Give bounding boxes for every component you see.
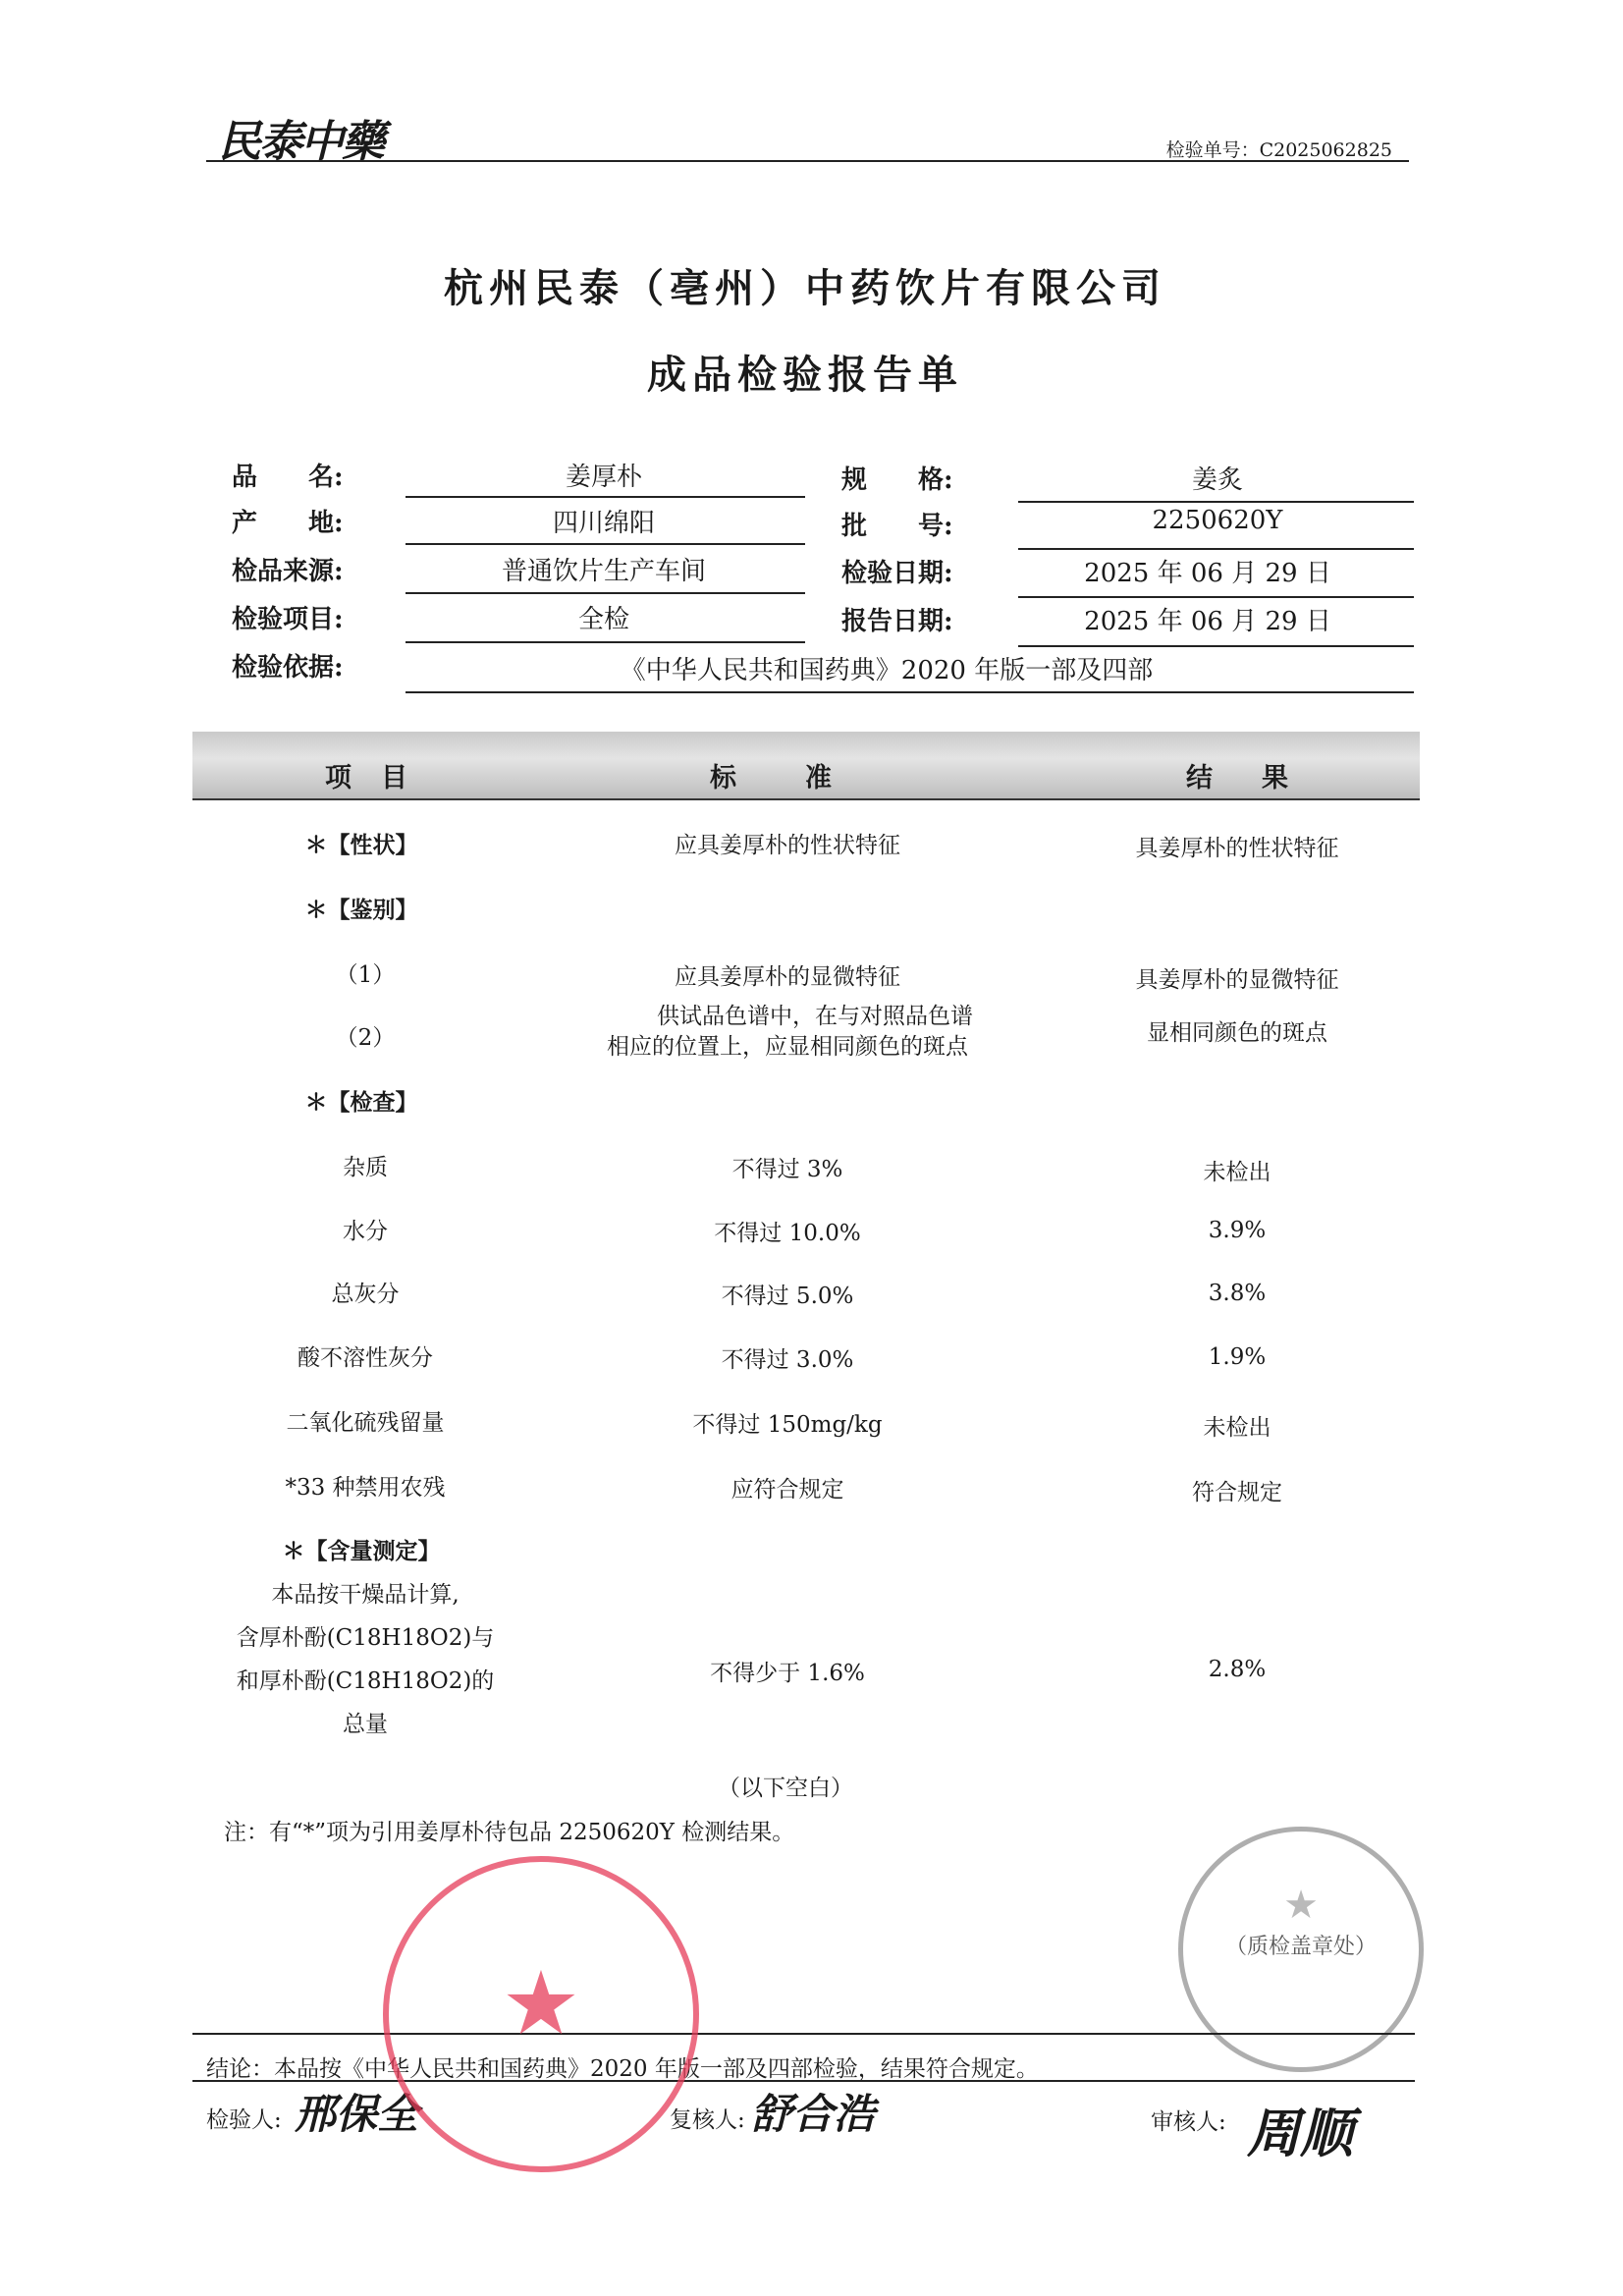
- row-result: 具姜厚朴的性状特征: [1135, 836, 1339, 861]
- blank-below-note: （以下空白）: [718, 1776, 853, 1801]
- row-item: 二氧化硫残留量: [286, 1410, 445, 1436]
- doc-number: [1166, 136, 1392, 162]
- approver-signature: 周顺: [1247, 2102, 1353, 2164]
- underline: [406, 592, 805, 594]
- reviewer-signature: 舒合浩: [751, 2090, 876, 2138]
- row-result: 符合规定: [1192, 1480, 1282, 1505]
- row-result: 显相同颜色的斑点: [1147, 1020, 1327, 1046]
- underline: [1018, 548, 1414, 550]
- star-icon: ★: [501, 1952, 581, 2055]
- underline: [406, 691, 1414, 693]
- origin-value: 四川绵阳: [552, 509, 656, 538]
- report-title: 成品检验报告单: [647, 352, 963, 398]
- test-date-label: 检验日期:: [841, 559, 953, 588]
- row-item: 总灰分: [331, 1282, 400, 1307]
- row-result: 具姜厚朴的显微特征: [1135, 967, 1339, 993]
- row-item: ＊【鉴别】: [304, 897, 418, 923]
- report-date-value: 2025 年 06 月 29 日: [1084, 607, 1331, 636]
- row-result: 未检出: [1203, 1415, 1271, 1441]
- row-item: ＊【检查】: [304, 1089, 418, 1116]
- row-item: ＊【含量测定】: [282, 1538, 441, 1564]
- doc-number-value: C2025062825: [1259, 139, 1392, 161]
- row-standard: 供试品色谱中，在与对照品色谱: [657, 1004, 973, 1029]
- row-item: 杂质: [343, 1155, 388, 1180]
- row-standard: 不得过 10.0%: [714, 1221, 861, 1246]
- row-result: 3.8%: [1208, 1281, 1267, 1306]
- header-divider: [206, 160, 1409, 162]
- quality-stamp-red: [383, 1856, 699, 2172]
- star-icon: ★: [1283, 1883, 1319, 1928]
- assay-line: 本品按干燥品计算,: [271, 1582, 460, 1608]
- inspector-signature: 邢保全: [295, 2090, 419, 2138]
- row-item: （2）: [335, 1025, 396, 1051]
- test-date-value: 2025 年 06 月 29 日: [1084, 559, 1331, 588]
- origin-label: 产 地:: [232, 509, 344, 538]
- underline: [1018, 501, 1414, 503]
- row-item: *33 种禁用农残: [285, 1475, 446, 1501]
- doc-number-label: 检验单号：: [1165, 139, 1260, 161]
- source-value: 普通饮片生产车间: [501, 557, 707, 586]
- row-item: ＊【性状】: [304, 832, 418, 858]
- spec-label: 规 格:: [841, 465, 953, 495]
- name-label: 品 名:: [232, 463, 344, 492]
- conclusion: 结论：本品按《中华人民共和国药典》2020 年版一部及四部检验，结果符合规定。: [206, 2056, 1039, 2082]
- row-result: 3.9%: [1208, 1218, 1267, 1243]
- header-item: 项目: [325, 763, 437, 793]
- reviewer-label: 复核人:: [670, 2107, 745, 2133]
- item-label: 检验项目:: [232, 605, 344, 634]
- underline: [406, 543, 805, 545]
- name-value: 姜厚朴: [565, 463, 643, 492]
- underline: [1018, 645, 1414, 647]
- batch-label: 批 号:: [841, 512, 953, 541]
- batch-value: 2250620Y: [1152, 506, 1283, 535]
- inspector-label: 检验人:: [206, 2107, 282, 2133]
- underline: [406, 641, 805, 643]
- header-result: 结果: [1186, 763, 1337, 793]
- row-standard: 不得过 3.0%: [721, 1347, 854, 1373]
- row-result: 1.9%: [1208, 1344, 1267, 1370]
- stamp-placeholder-text: （质检盖章处）: [1224, 1935, 1378, 1959]
- assay-line: 和厚朴酚(C18H18O2)的: [236, 1668, 495, 1694]
- item-value: 全检: [577, 605, 630, 634]
- company-title: 杭州民泰（亳州）中药饮片有限公司: [444, 265, 1166, 311]
- assay-line: 含厚朴酚(C18H18O2)与: [236, 1625, 495, 1651]
- row-item: 酸不溶性灰分: [298, 1345, 433, 1371]
- company-logo: 民泰中藥: [218, 117, 383, 167]
- row-standard: 应符合规定: [730, 1477, 844, 1503]
- header-standard: 标准: [710, 763, 900, 793]
- row-standard: 不得过 3%: [731, 1157, 843, 1182]
- basis-label: 检验依据:: [232, 653, 344, 683]
- approver-label: 审核人:: [1151, 2109, 1226, 2135]
- source-label: 检品来源:: [232, 557, 344, 586]
- spec-value: 姜炙: [1191, 465, 1244, 495]
- inspection-stamp-gray: [1178, 1827, 1424, 2072]
- row-standard-line2: 相应的位置上，应显相同颜色的斑点: [607, 1034, 968, 1060]
- report-date-label: 报告日期:: [841, 607, 953, 636]
- assay-result: 2.8%: [1208, 1657, 1267, 1682]
- row-result: 未检出: [1203, 1160, 1271, 1185]
- assay-line: 总量: [343, 1712, 388, 1737]
- conclusion-top-line: [192, 2033, 1415, 2035]
- row-standard: 不得过 150mg/kg: [692, 1412, 883, 1438]
- row-standard: 应具姜厚朴的性状特征: [675, 833, 900, 858]
- footnote: 注：有“*”项为引用姜厚朴待包品 2250620Y 检测结果。: [224, 1820, 795, 1845]
- assay-standard: 不得少于 1.6%: [710, 1661, 865, 1686]
- underline: [1018, 596, 1414, 598]
- row-standard: 应具姜厚朴的显微特征: [675, 964, 900, 990]
- basis-value: 《中华人民共和国药典》2020 年版一部及四部: [620, 656, 1154, 685]
- row-standard: 不得过 5.0%: [721, 1284, 854, 1309]
- row-item: 水分: [343, 1219, 388, 1244]
- row-item: （1）: [335, 962, 396, 988]
- underline: [406, 496, 805, 498]
